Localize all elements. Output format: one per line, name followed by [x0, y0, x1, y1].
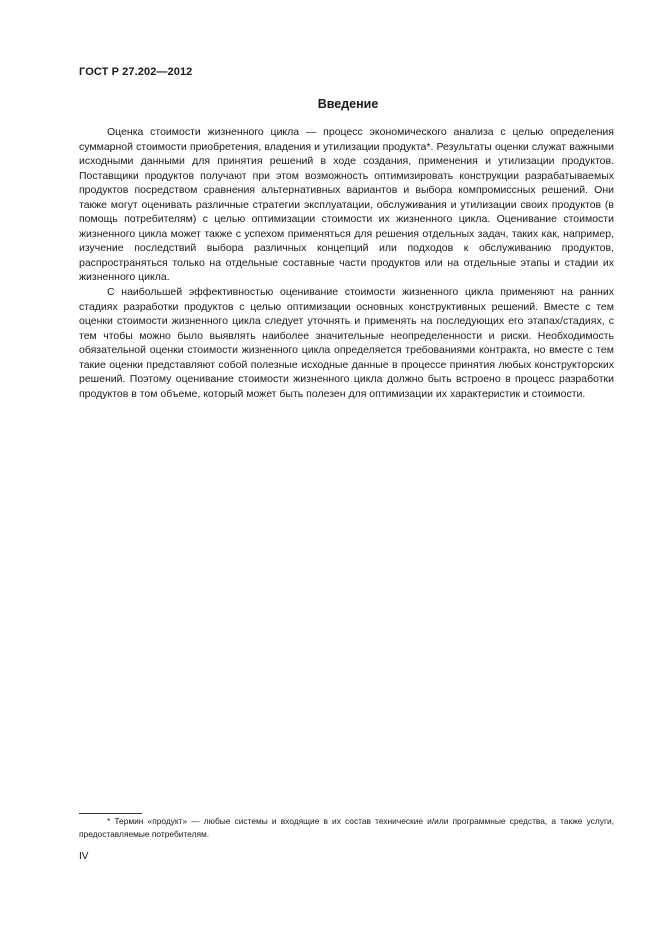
section-title: Введение — [317, 97, 379, 111]
footnote-mark: * — [107, 816, 111, 826]
footnote — [79, 815, 614, 841]
document-code: ГОСТ Р 27.202—2012 — [79, 66, 193, 78]
body-text — [79, 125, 614, 401]
footnote-text: Термин «продукт» — любые системы и входящие в их состав технические и/или программные средства, а также услуги, предоставляемые потребителям. — [79, 816, 614, 839]
footnote-separator — [79, 813, 142, 814]
paragraph: С наибольшей эффективностью оценивание стоимости жизненного цикла применяют на ранних стадиях разработки продуктов с целью оптимизации основных конструктивных решений. Вместе с тем оценки стоимости жизненного цикла следует уточнять и применять на последующих его этапах/стадиях, с тем чтобы можно было выявлять наиболее значительные неопределенности и риски. Необходимость обязательной оценки стоимости жизненного цикла определяется требованиями контракта, но вместе с тем такие оценки представляют собой полезные исходные данные в процессе принятия любых конструкторских решений. Поэтому оценивание стоимости жизненного цикла должно быть встроено в процесс разработки продуктов в том объеме, который может быть полезен для оптимизации их характеристик и стоимости. — [79, 286, 614, 400]
paragraph: Оценка стоимости жизненного цикла — процесс экономического анализа с целью определения суммарной стоимости приобретения, владения и утилизации продукта*. Результаты оценки служат важными исходными данными для принятия решений в ходе создания, применения и утилизации продуктов. Поставщики продуктов получают при этом возможность оптимизировать конструкции разрабатываемых продуктов посредством сравнения альтернативных вариантов и выбора компромиссных решений. Они также могут оценивать различные стратегии эксплуатации, обслуживания и утилизации своих продуктов (в помощь потребителям) с целью оптимизации стоимости их жизненного цикла. Оценивание стоимости жизненного цикла может также с успехом применяться для решения отдельных задач, таких как, например, изучение последствий выбора различных концепций или подходов к обслуживанию продуктов, распространяться только на отдельные составные части продуктов или на отдельные этапы и стадии их жизненного цикла. — [79, 126, 614, 284]
page-number: IV — [79, 851, 89, 862]
